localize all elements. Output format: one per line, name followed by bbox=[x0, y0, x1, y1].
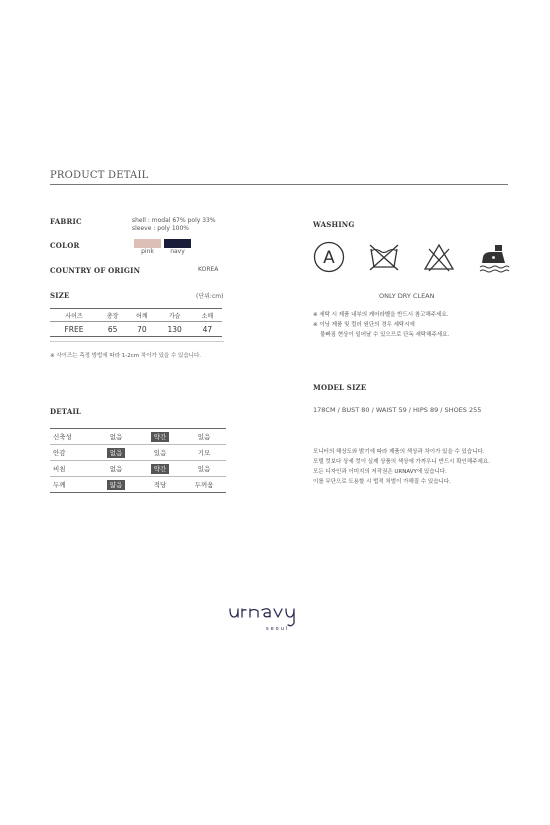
size-header-cell: 총장 bbox=[106, 312, 119, 320]
detail-option-text: 얇음 bbox=[107, 480, 126, 490]
detail-row bbox=[50, 445, 226, 461]
color-swatch-navy bbox=[164, 239, 191, 255]
detail-row bbox=[50, 477, 226, 493]
detail-row bbox=[50, 461, 226, 477]
detail-row-label: 안감 bbox=[53, 449, 66, 457]
detail-row-label: 신축성 bbox=[53, 433, 72, 441]
washing-label: WASHING bbox=[313, 220, 355, 229]
detail-option-text: 기모 bbox=[197, 449, 211, 457]
washing-note: 물빠짐 현상이 일어날 수 있으므로 단독 세탁해주세요. bbox=[320, 332, 450, 338]
detail-option-text: 있음 bbox=[197, 433, 211, 441]
washing-note: ※ 세탁 시 제품 내부의 케어라벨을 반드시 참고해주세요. bbox=[313, 312, 449, 318]
size-table-header bbox=[50, 309, 222, 322]
detail-row-label: 두께 bbox=[53, 481, 66, 489]
fabric-sleeve: sleeve : poly 100% bbox=[132, 225, 190, 232]
pink-caption: pink bbox=[141, 248, 154, 255]
size-cell: 47 bbox=[202, 324, 213, 334]
disclaimer-line: 모델 컷보다 상세 컷이 실제 상품의 색상에 가까우니 반드시 확인해주세요. bbox=[313, 459, 490, 465]
origin-label: COUNTRY OF ORIGIN bbox=[50, 266, 141, 275]
navy-caption: navy bbox=[170, 248, 185, 255]
origin-value: KOREA bbox=[198, 266, 219, 273]
size-unit: (단위:cm) bbox=[196, 293, 224, 300]
detail-option bbox=[182, 477, 226, 493]
no-bleach-icon bbox=[422, 240, 456, 274]
size-header-cell: 사이즈 bbox=[65, 312, 83, 320]
size-header-cell: 어깨 bbox=[136, 312, 148, 320]
detail-label: DETAIL bbox=[50, 407, 82, 416]
detail-option bbox=[94, 429, 138, 445]
svg-text:A: A bbox=[323, 248, 335, 268]
detail-option-text: 약간 bbox=[151, 464, 170, 474]
size-divider bbox=[50, 341, 224, 342]
detail-option-text: 적당 bbox=[153, 481, 167, 489]
page-title: PRODUCT DETAIL bbox=[50, 170, 149, 181]
disclaimer-line: 이를 무단으로 도용할 시 법적 처벌이 가해질 수 있습니다. bbox=[313, 479, 451, 485]
model-size-value: 178CM / BUST 80 / WAIST 59 / HIPS 89 / SHOES 255 bbox=[313, 406, 482, 414]
size-cell: 130 bbox=[167, 324, 182, 334]
detail-option bbox=[138, 445, 182, 461]
detail-option-selected bbox=[138, 461, 182, 477]
no-wash-icon bbox=[367, 240, 401, 274]
size-cell: FREE bbox=[64, 324, 84, 334]
disclaimer-line: 모니터의 해상도와 밝기에 따라 제품의 색상과 차이가 있을 수 있습니다. bbox=[313, 449, 485, 455]
color-label: COLOR bbox=[50, 241, 80, 250]
brand-tagline: seoul bbox=[266, 626, 290, 632]
size-label: SIZE bbox=[50, 291, 70, 300]
detail-option bbox=[182, 445, 226, 461]
detail-option-text: 있음 bbox=[153, 449, 167, 457]
washing-notes bbox=[313, 310, 449, 340]
navy-swatch bbox=[164, 239, 191, 248]
low-iron-icon bbox=[477, 240, 511, 274]
size-table-row bbox=[50, 322, 222, 337]
detail-option bbox=[182, 429, 226, 445]
detail-option-text: 없음 bbox=[109, 433, 123, 441]
size-cell: 65 bbox=[107, 324, 118, 334]
detail-option-text: 두꺼움 bbox=[194, 481, 214, 489]
detail-option-selected bbox=[94, 477, 138, 493]
detail-option bbox=[138, 477, 182, 493]
size-cell: 70 bbox=[137, 324, 147, 334]
size-table bbox=[50, 308, 222, 337]
detail-row bbox=[50, 429, 226, 445]
detail-option-selected bbox=[94, 445, 138, 461]
detail-table bbox=[50, 428, 226, 493]
detail-option-text: 없음 bbox=[109, 465, 123, 473]
color-swatch-pink bbox=[134, 239, 161, 255]
detail-option-text: 있음 bbox=[197, 465, 211, 473]
fabric-info bbox=[132, 217, 216, 233]
detail-row-label: 비침 bbox=[53, 465, 66, 473]
pink-swatch bbox=[134, 239, 161, 248]
dry-clean-a-icon bbox=[312, 240, 346, 274]
size-note: ※ 사이즈는 측정 방법에 따라 1-2cm 차이가 있을 수 있습니다. bbox=[50, 353, 202, 359]
washing-note: ※ 이닝 제품 및 컬러 원단의 경우 세탁시에 bbox=[313, 322, 415, 328]
title-divider bbox=[50, 184, 508, 185]
washing-caption: ONLY DRY CLEAN bbox=[379, 292, 435, 300]
detail-option bbox=[94, 461, 138, 477]
size-header-cell: 가슴 bbox=[168, 312, 181, 320]
size-header-cell: 소매 bbox=[201, 312, 214, 320]
detail-option bbox=[182, 461, 226, 477]
detail-option-text: 없음 bbox=[107, 448, 126, 458]
detail-option-text: 약간 bbox=[151, 432, 170, 442]
disclaimer-line: 모든 디자인과 이미지의 저작권은 URNAVY에 있습니다. bbox=[313, 469, 447, 475]
fabric-shell: shell : modal 67% poly 33% bbox=[132, 217, 216, 224]
brand-logo bbox=[228, 597, 328, 637]
model-size-label: MODEL SIZE bbox=[313, 383, 367, 392]
fabric-label: FABRIC bbox=[50, 217, 82, 226]
detail-option-selected bbox=[138, 429, 182, 445]
disclaimer bbox=[313, 447, 490, 487]
